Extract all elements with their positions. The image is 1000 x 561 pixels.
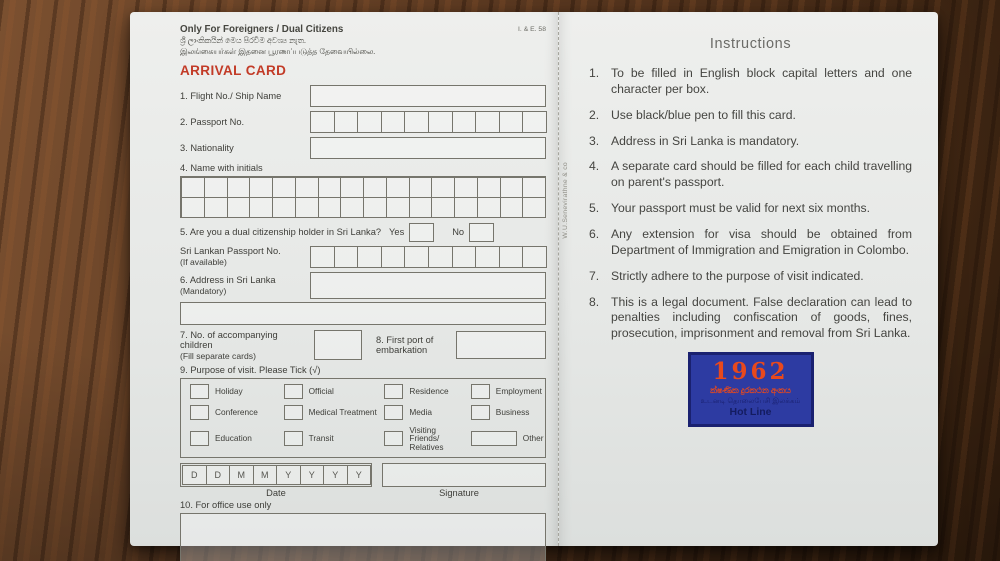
- hotline-english: Hot Line: [729, 406, 772, 419]
- header-sinhala: ශ්‍රී ලාංකිකයින් මෙය පිරවීම අවශ්‍ය නැත.: [180, 36, 307, 45]
- name-char-box[interactable]: [363, 197, 387, 218]
- medical-treatment-checkbox[interactable]: [284, 405, 303, 420]
- purpose-option-label: Residence: [409, 385, 449, 396]
- children-label: [180, 330, 314, 361]
- form-row-nationality: [180, 137, 546, 159]
- purpose-checkbox-grid: [180, 378, 546, 458]
- instruction-item: [589, 108, 912, 124]
- no-checkbox[interactable]: [469, 223, 494, 242]
- instruction-text: Strictly adhere to the purpose of visit indicated.: [611, 268, 864, 283]
- name-char-box[interactable]: [340, 197, 364, 218]
- hotline-tamil: உடனடி தொலைபேசி இலக்கம்: [700, 396, 801, 406]
- flight-label: 1. Flight No./ Ship Name: [180, 90, 282, 101]
- purpose-option-label: Business: [495, 406, 530, 417]
- instruction-text: This is a legal document. False declaration can lead to penalties including confiscation of goods, fines, prosecution, imprisonment and removal from Sri Lanka.: [611, 294, 912, 341]
- no-label: No: [452, 227, 465, 238]
- passport-char-box[interactable]: [334, 111, 359, 133]
- passport-char-box[interactable]: [381, 111, 406, 133]
- education-checkbox[interactable]: [190, 431, 209, 446]
- date-hint: M: [261, 469, 269, 480]
- name-char-box[interactable]: [249, 177, 273, 198]
- form-code: I. & E. 58: [518, 26, 546, 33]
- name-char-box[interactable]: [431, 197, 455, 218]
- passport-char-box[interactable]: [357, 111, 382, 133]
- date-char-box[interactable]: [182, 465, 207, 485]
- sl-passport-char-box[interactable]: [452, 246, 477, 268]
- arrival-card-form-panel: [130, 12, 558, 546]
- passport-char-box[interactable]: [499, 111, 524, 133]
- name-char-box[interactable]: [454, 197, 478, 218]
- sl-passport-char-box[interactable]: [475, 246, 500, 268]
- holiday-checkbox[interactable]: [190, 384, 209, 399]
- header-tamil: இலங்கையர்கள் இதனை பூரணப்படுத்த தேவையில்லை.: [180, 47, 376, 56]
- embarkation-input-box[interactable]: [456, 331, 546, 359]
- sl-passport-char-box[interactable]: [404, 246, 429, 268]
- date-char-box[interactable]: [206, 465, 231, 485]
- purpose-option-official: [277, 384, 378, 399]
- date-char-box[interactable]: [229, 465, 254, 485]
- instruction-text: Your passport must be valid for next six months.: [611, 201, 870, 216]
- instruction-number: 1.: [589, 66, 600, 80]
- name-char-box[interactable]: [477, 197, 501, 218]
- instruction-number: 5.: [589, 201, 600, 216]
- name-char-box[interactable]: [318, 177, 342, 198]
- form-row-children-embarkation: [180, 330, 546, 361]
- instruction-item: [589, 66, 912, 98]
- date-char-box[interactable]: [300, 465, 325, 485]
- flight-input-box[interactable]: [310, 85, 546, 107]
- name-char-box[interactable]: [522, 197, 546, 218]
- passport-char-box[interactable]: [404, 111, 429, 133]
- purpose-option-label: Conference: [215, 406, 258, 417]
- name-char-box[interactable]: [272, 177, 296, 198]
- instruction-text: A separate card should be filled for each child travelling on parent's passport.: [611, 159, 912, 190]
- date-signature-labels: [180, 488, 546, 498]
- purpose-option-education: [183, 426, 277, 452]
- date-hint: D: [214, 469, 221, 480]
- name-char-box[interactable]: [409, 197, 433, 218]
- instruction-item: [589, 134, 912, 150]
- name-grid-row: [181, 197, 545, 217]
- sl-passport-char-box[interactable]: [381, 246, 406, 268]
- media-checkbox[interactable]: [384, 405, 403, 420]
- form-row-passport: [180, 111, 546, 133]
- form-title: ARRIVAL CARD: [180, 63, 287, 78]
- passport-char-boxes: [310, 111, 546, 133]
- name-char-box[interactable]: [477, 177, 501, 198]
- instructions-title: Instructions: [709, 36, 792, 52]
- other-checkbox[interactable]: [471, 431, 517, 446]
- purpose-label: 9. Purpose of visit. Please Tick (√): [180, 365, 321, 376]
- date-char-box[interactable]: [253, 465, 278, 485]
- name-char-box[interactable]: [181, 197, 205, 218]
- purpose-option-medical: [277, 405, 378, 420]
- employment-checkbox[interactable]: [471, 384, 490, 399]
- office-use-label: 10. For office use only: [180, 499, 272, 510]
- date-hint: D: [191, 469, 198, 480]
- date-hint: Y: [285, 469, 292, 480]
- sl-passport-char-box[interactable]: [334, 246, 359, 268]
- sl-passport-char-boxes: [310, 246, 546, 268]
- purpose-option-label: Employment: [495, 385, 542, 396]
- purpose-option-holiday: [183, 384, 277, 399]
- passport-label: 2. Passport No.: [180, 116, 245, 127]
- nationality-input-box[interactable]: [310, 137, 546, 159]
- form-row-sl-passport: [180, 246, 546, 268]
- name-char-box[interactable]: [272, 197, 296, 218]
- date-char-box[interactable]: [276, 465, 301, 485]
- purpose-option-employment: [464, 384, 543, 399]
- purpose-option-label: Education: [215, 433, 252, 444]
- yes-checkbox[interactable]: [409, 223, 434, 242]
- date-hint: Y: [332, 469, 339, 480]
- name-char-box[interactable]: [204, 177, 228, 198]
- purpose-option-label: Media: [409, 406, 432, 417]
- name-char-box[interactable]: [363, 177, 387, 198]
- passport-char-box[interactable]: [452, 111, 477, 133]
- arrival-card-document: [130, 12, 938, 546]
- name-char-box[interactable]: [431, 177, 455, 198]
- passport-char-box[interactable]: [310, 111, 335, 133]
- official-checkbox[interactable]: [284, 384, 303, 399]
- nationality-label: 3. Nationality: [180, 142, 234, 153]
- sl-passport-char-box[interactable]: [357, 246, 382, 268]
- name-char-box[interactable]: [181, 177, 205, 198]
- form-row-dual-citizenship: [180, 223, 546, 242]
- name-char-grid: [180, 176, 546, 218]
- embarkation-label-line2: embarkation: [376, 345, 428, 356]
- instruction-item: [589, 227, 912, 259]
- passport-char-box[interactable]: [475, 111, 500, 133]
- purpose-option-transit: [277, 426, 378, 452]
- form-header: [180, 24, 546, 57]
- instruction-text: To be filled in English block capital letters and one character per box.: [611, 66, 912, 96]
- instruction-text: Address in Sri Lanka is mandatory.: [611, 133, 800, 148]
- instruction-text: Any extension for visa should be obtained from Department of Immigration and Emigration in Colombo.: [611, 227, 912, 257]
- instruction-number: 6.: [589, 227, 600, 242]
- address-label: [180, 275, 310, 296]
- sl-passport-label: [180, 246, 310, 267]
- sl-passport-label-line1: Sri Lankan Passport No.: [180, 246, 281, 257]
- signature-label: Signature: [439, 487, 479, 498]
- form-row-flight: [180, 85, 546, 107]
- visiting-friends-checkbox[interactable]: [384, 431, 403, 446]
- dual-citizenship-label: 5. Are you a dual citizenship holder in Sri Lanka?: [180, 226, 382, 237]
- printer-credit: W.U.Senevirathne & co: [562, 162, 569, 239]
- address-input-box[interactable]: [310, 272, 546, 299]
- date-char-grid: [180, 463, 372, 487]
- name-char-box[interactable]: [227, 197, 251, 218]
- name-char-box[interactable]: [500, 197, 524, 218]
- name-char-box[interactable]: [409, 177, 433, 198]
- name-char-box[interactable]: [295, 177, 319, 198]
- purpose-option-label: Official: [308, 385, 334, 396]
- date-char-box[interactable]: [323, 465, 348, 485]
- conference-checkbox[interactable]: [190, 405, 209, 420]
- children-count-box[interactable]: [314, 330, 362, 360]
- hotline-number: 1962: [712, 358, 789, 386]
- name-char-box[interactable]: [204, 197, 228, 218]
- instruction-item: [589, 295, 912, 343]
- embarkation-label-line1: 8. First port of: [376, 334, 434, 345]
- instruction-number: 7.: [589, 268, 600, 283]
- instruction-number: 3.: [589, 133, 600, 148]
- sl-passport-char-box[interactable]: [522, 246, 547, 268]
- instructions-panel: [558, 12, 938, 546]
- name-char-box[interactable]: [386, 197, 410, 218]
- date-hint: Y: [355, 469, 362, 480]
- header-english: Only For Foreigners / Dual Citizens: [180, 24, 344, 35]
- instruction-item: [589, 269, 912, 285]
- purpose-option-label: Transit: [308, 433, 334, 444]
- instruction-text: Use black/blue pen to fill this card.: [611, 107, 796, 122]
- passport-char-box[interactable]: [428, 111, 453, 133]
- passport-char-box[interactable]: [522, 111, 547, 133]
- office-use-box[interactable]: [180, 513, 546, 561]
- name-char-box[interactable]: [318, 197, 342, 218]
- residence-checkbox[interactable]: [384, 384, 403, 399]
- form-row-address: [180, 272, 546, 299]
- name-char-box[interactable]: [249, 197, 273, 218]
- date-hint: M: [237, 469, 245, 480]
- address-label-line2: (Mandatory): [180, 285, 227, 296]
- business-checkbox[interactable]: [471, 405, 490, 420]
- instruction-number: 4.: [589, 159, 600, 174]
- transit-checkbox[interactable]: [284, 431, 303, 446]
- date-char-box[interactable]: [347, 465, 372, 485]
- address-label-line1: 6. Address in Sri Lanka: [180, 274, 276, 285]
- purpose-option-media: [377, 405, 463, 420]
- children-label-line1: 7. No. of accompanying children: [180, 329, 278, 351]
- instruction-item: [589, 201, 912, 217]
- instruction-number: 8.: [589, 294, 600, 309]
- sl-passport-char-box[interactable]: [428, 246, 453, 268]
- form-row-date-signature: [180, 463, 546, 487]
- purpose-option-label: Holiday: [215, 385, 243, 396]
- purpose-option-label: Other: [522, 433, 544, 444]
- purpose-option-other: [464, 426, 543, 452]
- name-char-box[interactable]: [500, 177, 524, 198]
- purpose-option-visiting: [377, 426, 463, 452]
- hotline-sinhala: ක්ෂණික දුරකථන අංකය: [710, 385, 791, 396]
- header-lines: [180, 24, 375, 57]
- embarkation-label: [376, 335, 456, 356]
- sl-passport-label-line2: (If available): [180, 257, 227, 268]
- date-label: Date: [266, 487, 286, 498]
- signature-input-box[interactable]: [382, 463, 546, 487]
- sl-passport-char-box[interactable]: [310, 246, 335, 268]
- name-char-box[interactable]: [227, 177, 251, 198]
- name-char-box[interactable]: [340, 177, 364, 198]
- address-continuation-box[interactable]: [180, 302, 546, 325]
- name-char-box[interactable]: [295, 197, 319, 218]
- name-char-box[interactable]: [522, 177, 546, 198]
- name-char-box[interactable]: [454, 177, 478, 198]
- purpose-option-residence: [377, 384, 463, 399]
- sl-passport-char-box[interactable]: [499, 246, 524, 268]
- instruction-item: [589, 159, 912, 191]
- date-hint: Y: [308, 469, 315, 480]
- children-label-line2: (Fill separate cards): [180, 351, 256, 362]
- purpose-option-label: Visiting Friends/ Relatives: [409, 424, 444, 453]
- yes-label: Yes: [389, 227, 405, 238]
- instruction-number: 2.: [589, 107, 600, 122]
- purpose-option-conference: [183, 405, 277, 420]
- hotline-sticker: [688, 352, 814, 427]
- purpose-option-business: [464, 405, 543, 420]
- purpose-option-label: Medical Treatment: [308, 406, 377, 417]
- name-grid-row: [181, 177, 545, 197]
- name-char-box[interactable]: [386, 177, 410, 198]
- name-label: 4. Name with initials: [180, 163, 263, 173]
